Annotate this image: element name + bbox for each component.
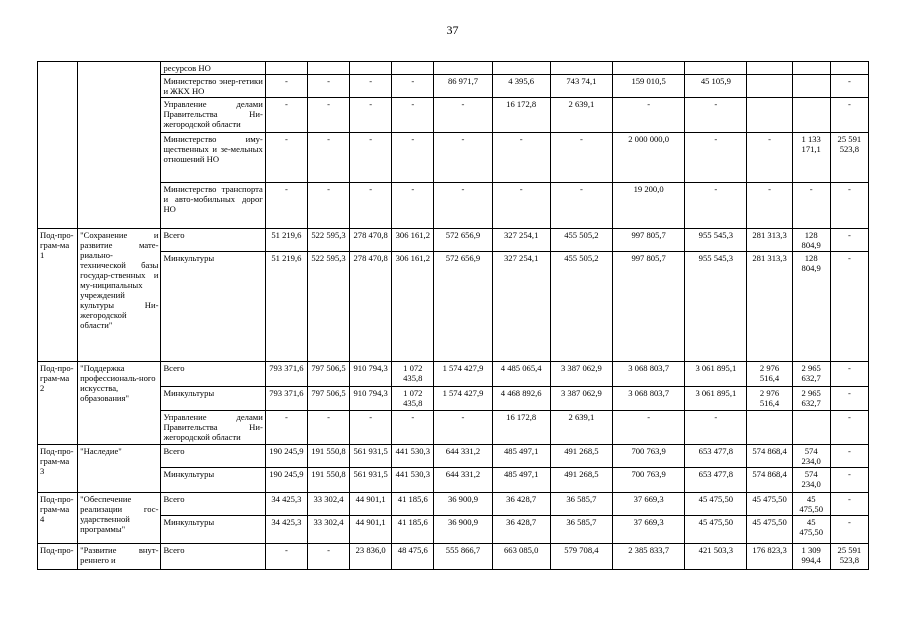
- value-cell: 36 428,7: [492, 516, 550, 544]
- value-cell: 45 475,50: [747, 493, 792, 516]
- value-cell: 491 268,5: [550, 468, 612, 493]
- value-cell: [792, 98, 830, 133]
- value-cell: -: [307, 133, 349, 183]
- value-cell: 45 475,50: [685, 493, 747, 516]
- table-row: [38, 387, 869, 411]
- value-cell: -: [434, 133, 492, 183]
- executor-cell: Минкультуры: [161, 516, 265, 544]
- table-row: [38, 133, 869, 183]
- value-cell: 653 477,8: [685, 445, 747, 468]
- value-cell: 653 477,8: [685, 468, 747, 493]
- value-cell: 176 823,3: [747, 544, 792, 570]
- value-cell: -: [265, 544, 307, 570]
- value-cell: 910 794,3: [350, 387, 392, 411]
- value-cell: -: [747, 133, 792, 183]
- executor-cell: ресурсов НО: [161, 62, 265, 75]
- value-cell: 3 387 062,9: [550, 387, 612, 411]
- value-cell: 51 219,6: [265, 252, 307, 362]
- value-cell: [830, 62, 868, 75]
- value-cell: -: [830, 411, 868, 445]
- subprogram-title-cell: "Сохранение и развитие мате-риально-технической базы государ-ственных и му-ниципальных учреждений культуры Ни-жегородской области": [78, 229, 161, 362]
- value-cell: 997 805,7: [613, 252, 685, 362]
- value-cell: 86 971,7: [434, 75, 492, 98]
- executor-cell: Минкультуры: [161, 252, 265, 362]
- value-cell: 327 254,1: [492, 229, 550, 252]
- value-cell: 51 219,6: [265, 229, 307, 252]
- subprogram-title-cell: "Обеспечение реализации гос-ударственной программы": [78, 493, 161, 544]
- subprogram-title-cell: "Поддержка профессиональ-ного искусства, образования": [78, 362, 161, 445]
- executor-cell: Управление делами Правительства Ни-жегородской области: [161, 411, 265, 445]
- value-cell: 3 068 803,7: [613, 387, 685, 411]
- value-cell: 1 133 171,1: [792, 133, 830, 183]
- value-cell: 572 656,9: [434, 252, 492, 362]
- value-cell: [792, 62, 830, 75]
- value-cell: [792, 75, 830, 98]
- value-cell: 281 313,3: [747, 229, 792, 252]
- value-cell: -: [392, 133, 434, 183]
- value-cell: 25 591 523,8: [830, 133, 868, 183]
- value-cell: -: [434, 411, 492, 445]
- value-cell: 45 105,9: [685, 75, 747, 98]
- value-cell: 23 836,0: [350, 544, 392, 570]
- subprogram-cell: Под-про-грам-ма 2: [38, 362, 78, 445]
- table-row: [38, 75, 869, 98]
- value-cell: -: [350, 133, 392, 183]
- value-cell: 955 545,3: [685, 252, 747, 362]
- executor-cell: Минкультуры: [161, 387, 265, 411]
- page-number: 37: [446, 23, 459, 37]
- value-cell: -: [550, 183, 612, 229]
- value-cell: 522 595,3: [307, 229, 349, 252]
- value-cell: -: [307, 411, 349, 445]
- value-cell: 36 900,9: [434, 516, 492, 544]
- value-cell: -: [830, 98, 868, 133]
- value-cell: -: [830, 252, 868, 362]
- value-cell: -: [265, 183, 307, 229]
- value-cell: 797 506,5: [307, 362, 349, 387]
- value-cell: 3 068 803,7: [613, 362, 685, 387]
- value-cell: 421 503,3: [685, 544, 747, 570]
- value-cell: [747, 62, 792, 75]
- value-cell: -: [613, 98, 685, 133]
- value-cell: -: [830, 183, 868, 229]
- subprogram-cell: [38, 62, 78, 229]
- value-cell: 485 497,1: [492, 445, 550, 468]
- value-cell: -: [685, 98, 747, 133]
- value-cell: 45 475,50: [792, 493, 830, 516]
- value-cell: -: [307, 98, 349, 133]
- value-cell: 191 550,8: [307, 445, 349, 468]
- value-cell: -: [350, 98, 392, 133]
- value-cell: 33 302,4: [307, 516, 349, 544]
- value-cell: 574 868,4: [747, 468, 792, 493]
- value-cell: 572 656,9: [434, 229, 492, 252]
- value-cell: -: [550, 133, 612, 183]
- value-cell: 306 161,2: [392, 229, 434, 252]
- budget-table-body: [38, 62, 869, 570]
- value-cell: 700 763,9: [613, 468, 685, 493]
- value-cell: 4 395,6: [492, 75, 550, 98]
- value-cell: -: [350, 75, 392, 98]
- value-cell: 48 475,6: [392, 544, 434, 570]
- value-cell: 700 763,9: [613, 445, 685, 468]
- value-cell: 191 550,8: [307, 468, 349, 493]
- value-cell: [392, 62, 434, 75]
- value-cell: 2 639,1: [550, 98, 612, 133]
- value-cell: -: [265, 411, 307, 445]
- value-cell: 574 234,0: [792, 468, 830, 493]
- value-cell: [434, 62, 492, 75]
- value-cell: 455 505,2: [550, 229, 612, 252]
- value-cell: 159 010,5: [613, 75, 685, 98]
- table-row: [38, 445, 869, 468]
- value-cell: 44 901,1: [350, 493, 392, 516]
- value-cell: 555 866,7: [434, 544, 492, 570]
- value-cell: 793 371,6: [265, 362, 307, 387]
- value-cell: -: [307, 544, 349, 570]
- value-cell: 190 245,9: [265, 468, 307, 493]
- executor-cell: Всего: [161, 362, 265, 387]
- value-cell: 44 901,1: [350, 516, 392, 544]
- value-cell: [685, 62, 747, 75]
- value-cell: -: [747, 183, 792, 229]
- value-cell: -: [392, 411, 434, 445]
- value-cell: 1 072 435,8: [392, 362, 434, 387]
- value-cell: 3 061 895,1: [685, 362, 747, 387]
- value-cell: 4 468 892,6: [492, 387, 550, 411]
- subprogram-cell: Под-про-грам-ма 1: [38, 229, 78, 362]
- value-cell: 644 331,2: [434, 468, 492, 493]
- value-cell: 2 976 516,4: [747, 387, 792, 411]
- value-cell: -: [830, 387, 868, 411]
- table-row: [38, 98, 869, 133]
- table-row: [38, 362, 869, 387]
- subprogram-cell: Под-про-грам-ма 3: [38, 445, 78, 493]
- executor-cell: Всего: [161, 229, 265, 252]
- value-cell: 910 794,3: [350, 362, 392, 387]
- value-cell: -: [265, 75, 307, 98]
- value-cell: 455 505,2: [550, 252, 612, 362]
- value-cell: [613, 62, 685, 75]
- budget-table: [37, 61, 869, 570]
- value-cell: 4 485 065,4: [492, 362, 550, 387]
- value-cell: 45 475,50: [747, 516, 792, 544]
- value-cell: 19 200,0: [613, 183, 685, 229]
- value-cell: 36 585,7: [550, 516, 612, 544]
- value-cell: -: [830, 445, 868, 468]
- table-row: [38, 544, 869, 570]
- subprogram-cell: Под-про-грам-ма 4: [38, 493, 78, 544]
- value-cell: -: [307, 75, 349, 98]
- executor-cell: Всего: [161, 445, 265, 468]
- value-cell: 45 475,50: [792, 516, 830, 544]
- value-cell: 579 708,4: [550, 544, 612, 570]
- value-cell: 41 185,6: [392, 516, 434, 544]
- value-cell: 997 805,7: [613, 229, 685, 252]
- value-cell: 34 425,3: [265, 516, 307, 544]
- value-cell: 491 268,5: [550, 445, 612, 468]
- value-cell: -: [492, 183, 550, 229]
- value-cell: [350, 62, 392, 75]
- value-cell: 1 574 427,9: [434, 387, 492, 411]
- value-cell: 36 900,9: [434, 493, 492, 516]
- value-cell: 485 497,1: [492, 468, 550, 493]
- value-cell: 327 254,1: [492, 252, 550, 362]
- value-cell: 574 868,4: [747, 445, 792, 468]
- value-cell: [550, 62, 612, 75]
- value-cell: [747, 75, 792, 98]
- subprogram-title-cell: "Наследие": [78, 445, 161, 493]
- value-cell: -: [492, 133, 550, 183]
- value-cell: 16 172,8: [492, 98, 550, 133]
- value-cell: -: [830, 362, 868, 387]
- value-cell: 561 931,5: [350, 468, 392, 493]
- value-cell: 278 470,8: [350, 229, 392, 252]
- value-cell: 561 931,5: [350, 445, 392, 468]
- value-cell: 3 387 062,9: [550, 362, 612, 387]
- value-cell: 190 245,9: [265, 445, 307, 468]
- value-cell: 36 428,7: [492, 493, 550, 516]
- value-cell: 1 574 427,9: [434, 362, 492, 387]
- value-cell: -: [265, 98, 307, 133]
- subprogram-title-cell: [78, 62, 161, 229]
- table-row: [38, 62, 869, 75]
- value-cell: [747, 411, 792, 445]
- value-cell: 25 591 523,8: [830, 544, 868, 570]
- value-cell: 128 804,9: [792, 252, 830, 362]
- executor-cell: Министерство иму-щественных и зе-мельных отношений НО: [161, 133, 265, 183]
- value-cell: -: [830, 493, 868, 516]
- table-row: [38, 229, 869, 252]
- table-row: [38, 252, 869, 362]
- value-cell: 2 976 516,4: [747, 362, 792, 387]
- value-cell: -: [685, 133, 747, 183]
- value-cell: 793 371,6: [265, 387, 307, 411]
- value-cell: 33 302,4: [307, 493, 349, 516]
- table-row: [38, 468, 869, 493]
- subprogram-title-cell: "Развитие внут-реннего и: [78, 544, 161, 570]
- value-cell: -: [434, 98, 492, 133]
- table-row: [38, 183, 869, 229]
- value-cell: 34 425,3: [265, 493, 307, 516]
- value-cell: -: [307, 183, 349, 229]
- value-cell: -: [392, 98, 434, 133]
- value-cell: 797 506,5: [307, 387, 349, 411]
- value-cell: 2 385 833,7: [613, 544, 685, 570]
- value-cell: [492, 62, 550, 75]
- value-cell: 441 530,3: [392, 445, 434, 468]
- value-cell: 2 965 632,7: [792, 362, 830, 387]
- value-cell: 2 639,1: [550, 411, 612, 445]
- value-cell: -: [392, 183, 434, 229]
- value-cell: 522 595,3: [307, 252, 349, 362]
- executor-cell: Минкультуры: [161, 468, 265, 493]
- table-row: [38, 493, 869, 516]
- value-cell: -: [830, 516, 868, 544]
- executor-cell: Всего: [161, 544, 265, 570]
- value-cell: 663 085,0: [492, 544, 550, 570]
- value-cell: 16 172,8: [492, 411, 550, 445]
- value-cell: 37 669,3: [613, 493, 685, 516]
- value-cell: -: [830, 468, 868, 493]
- value-cell: -: [350, 411, 392, 445]
- value-cell: 2 000 000,0: [613, 133, 685, 183]
- value-cell: 41 185,6: [392, 493, 434, 516]
- table-row: [38, 411, 869, 445]
- value-cell: 45 475,50: [685, 516, 747, 544]
- value-cell: 278 470,8: [350, 252, 392, 362]
- value-cell: -: [685, 183, 747, 229]
- value-cell: 281 313,3: [747, 252, 792, 362]
- value-cell: 37 669,3: [613, 516, 685, 544]
- value-cell: -: [830, 229, 868, 252]
- value-cell: 36 585,7: [550, 493, 612, 516]
- executor-cell: Управление делами Правительства Ни-жегородской области: [161, 98, 265, 133]
- value-cell: 128 804,9: [792, 229, 830, 252]
- executor-cell: Министерство транспорта и авто-мобильных дорог НО: [161, 183, 265, 229]
- value-cell: -: [792, 183, 830, 229]
- value-cell: -: [265, 133, 307, 183]
- value-cell: -: [434, 183, 492, 229]
- value-cell: 955 545,3: [685, 229, 747, 252]
- value-cell: 2 965 632,7: [792, 387, 830, 411]
- value-cell: -: [392, 75, 434, 98]
- value-cell: [747, 98, 792, 133]
- value-cell: -: [350, 183, 392, 229]
- value-cell: 3 061 895,1: [685, 387, 747, 411]
- value-cell: [792, 411, 830, 445]
- table-row: [38, 516, 869, 544]
- value-cell: [265, 62, 307, 75]
- value-cell: 306 161,2: [392, 252, 434, 362]
- executor-cell: Всего: [161, 493, 265, 516]
- value-cell: -: [685, 411, 747, 445]
- value-cell: 1 309 994,4: [792, 544, 830, 570]
- subprogram-cell: Под-про-: [38, 544, 78, 570]
- value-cell: 1 072 435,8: [392, 387, 434, 411]
- value-cell: 644 331,2: [434, 445, 492, 468]
- value-cell: 574 234,0: [792, 445, 830, 468]
- executor-cell: Министерство энер-гетики и ЖКХ НО: [161, 75, 265, 98]
- value-cell: [307, 62, 349, 75]
- value-cell: -: [830, 75, 868, 98]
- value-cell: 743 74,1: [550, 75, 612, 98]
- value-cell: -: [613, 411, 685, 445]
- value-cell: 441 530,3: [392, 468, 434, 493]
